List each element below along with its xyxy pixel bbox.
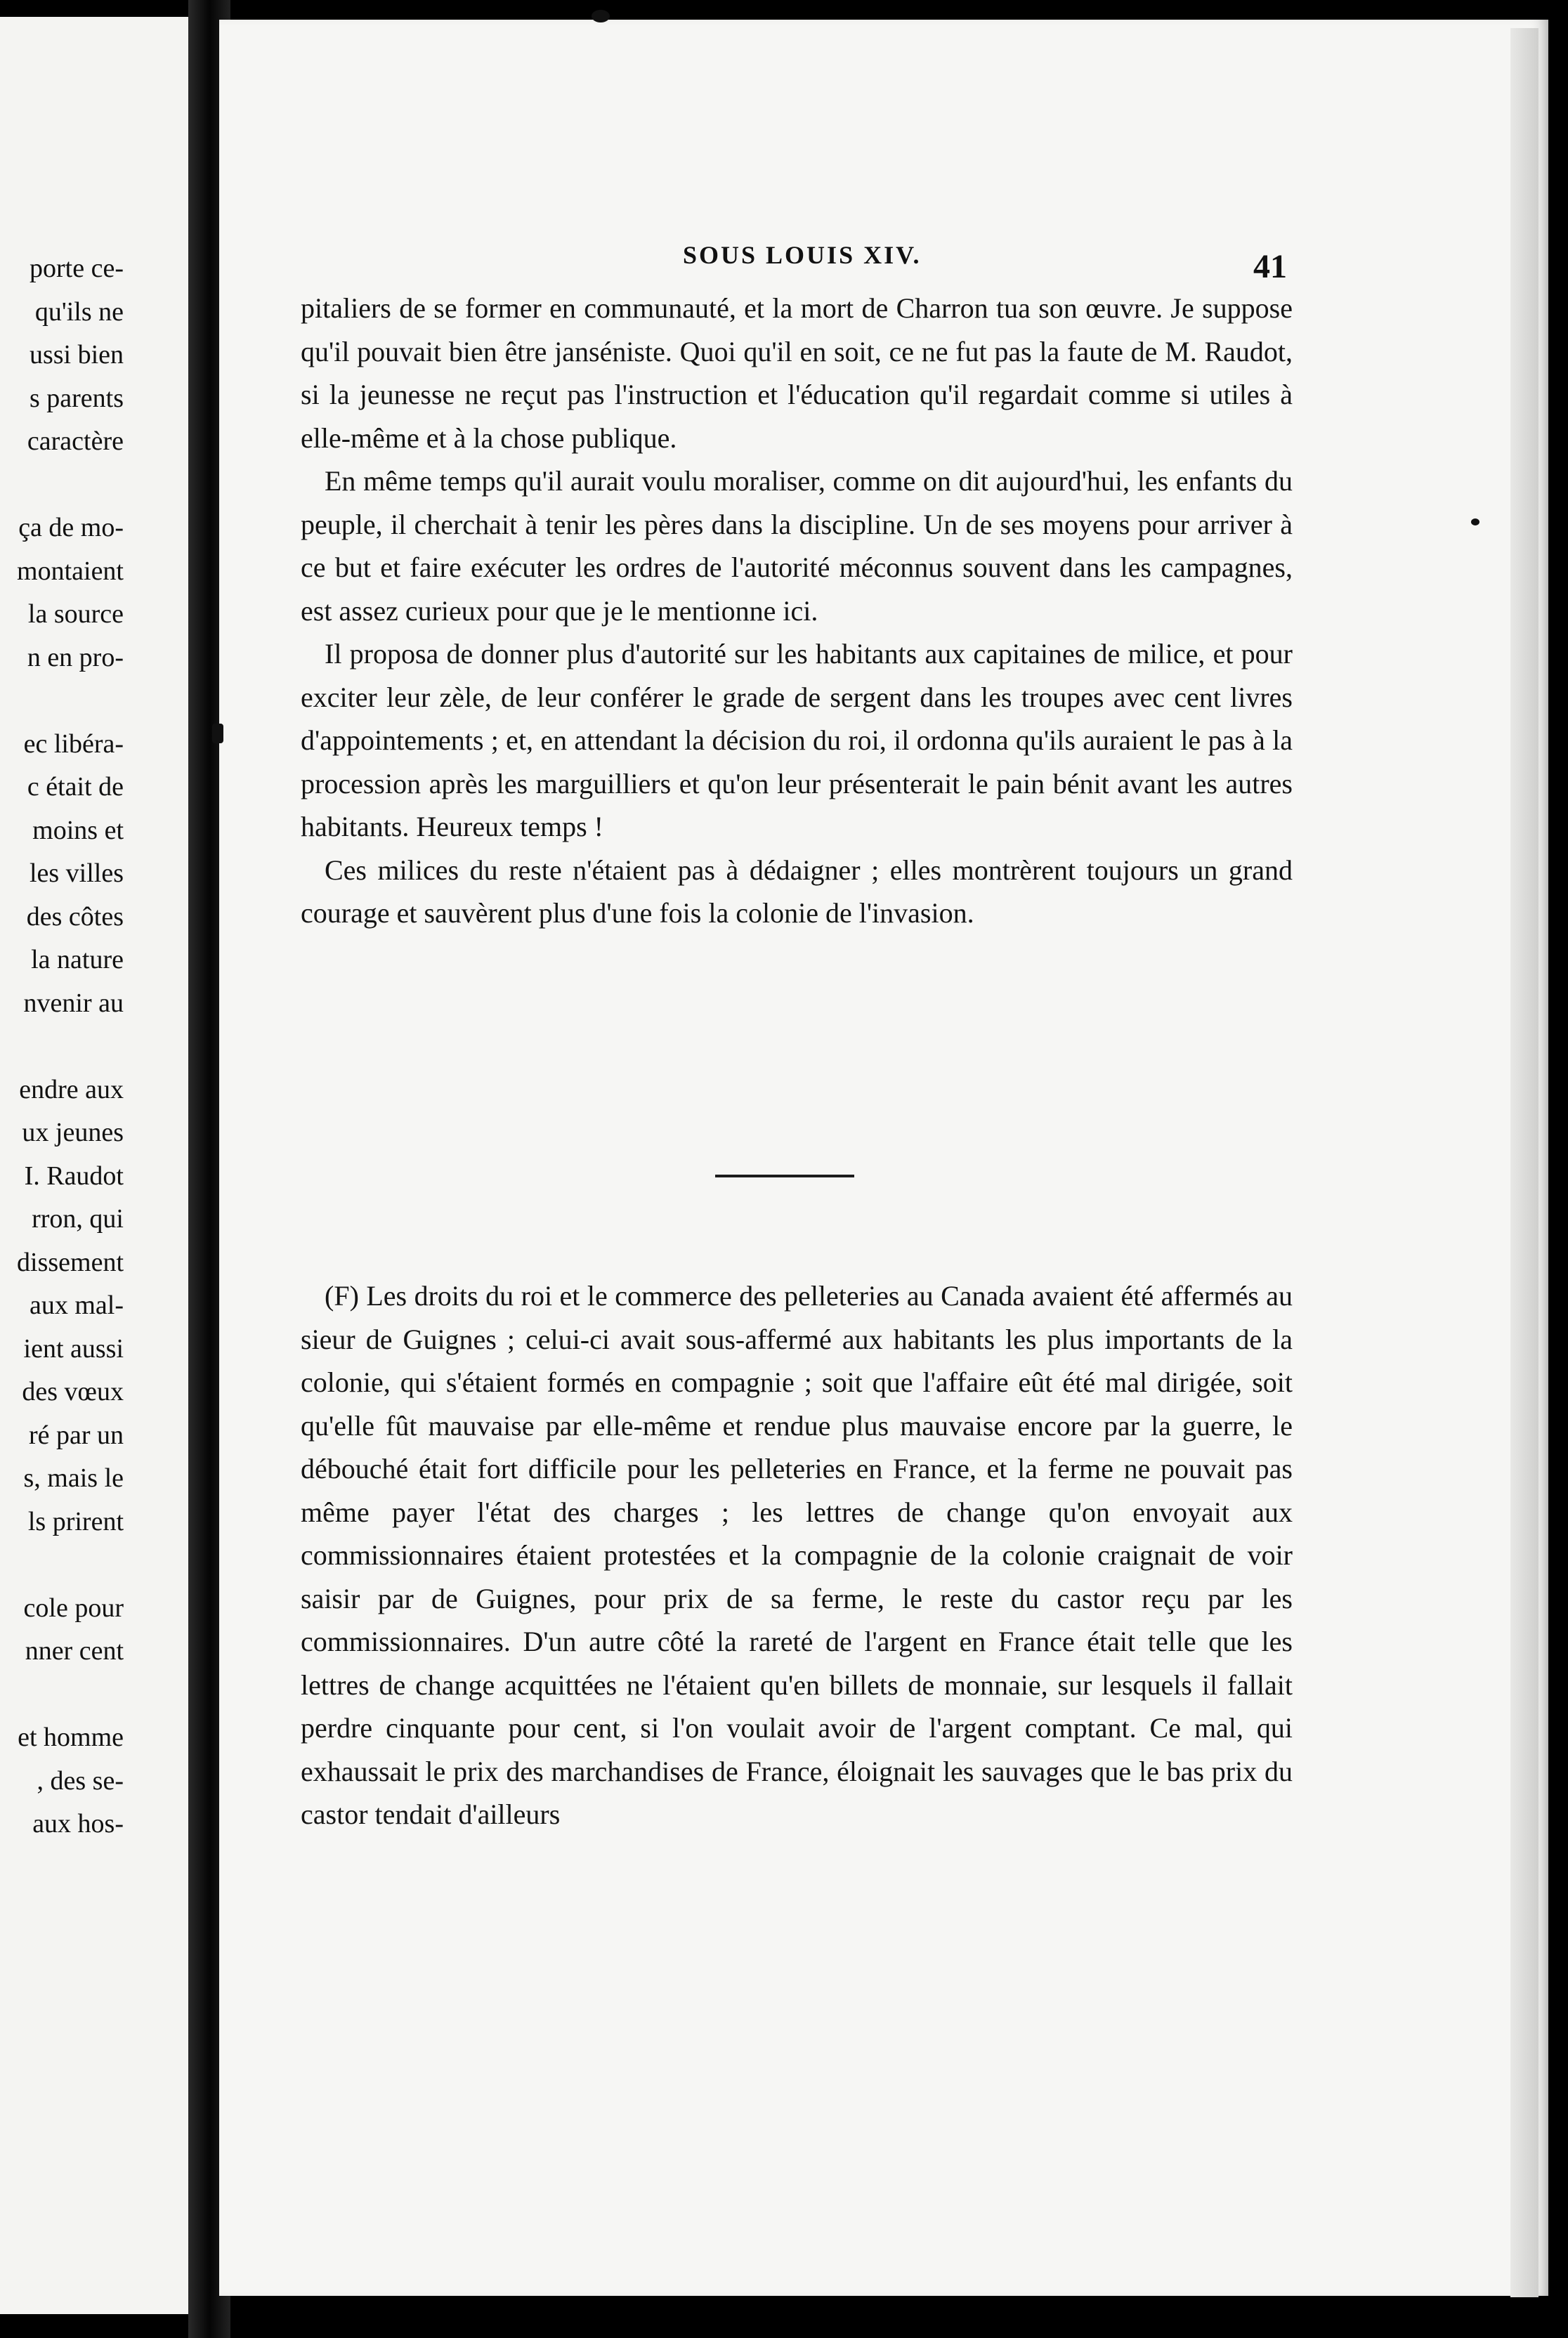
- left-page-line: et homme: [18, 1723, 124, 1752]
- left-page-line: nvenir au: [23, 988, 124, 1018]
- left-page-line: la nature: [31, 945, 124, 974]
- left-page-line: n en pro-: [27, 642, 124, 672]
- running-head: SOUS LOUIS XIV.: [683, 241, 922, 269]
- left-page-line: rron, qui: [32, 1204, 124, 1234]
- note-text-block: [301, 1274, 1293, 1836]
- left-page-line: endre aux: [19, 1074, 124, 1104]
- left-page-line: , des se-: [37, 1765, 124, 1796]
- section-divider-rule: [715, 1175, 854, 1177]
- page-number: 41: [1253, 248, 1287, 285]
- left-page-line: ient aussi: [23, 1333, 124, 1364]
- left-page-line: ls prirent: [27, 1506, 124, 1536]
- left-page-line: moins et: [32, 815, 124, 845]
- left-page-line: caractère: [27, 426, 124, 456]
- scan-speck: [212, 724, 223, 743]
- page-edge-shadow: [1510, 28, 1538, 2297]
- left-page-line: aux hos-: [32, 1809, 124, 1839]
- left-page-line: dissement: [17, 1247, 124, 1277]
- left-page-line: ça de mo-: [18, 513, 124, 542]
- left-page-line: ussi bien: [29, 340, 124, 370]
- left-page-line: ré par un: [28, 1420, 124, 1450]
- left-page-line: les villes: [29, 858, 124, 888]
- left-page-line: des vœux: [22, 1377, 124, 1406]
- scan-speck: [592, 10, 610, 22]
- left-page-line: qu'ils ne: [34, 296, 124, 327]
- paragraph: Ces milices du reste n'étaient pas à dédaigner ; elles montrèrent toujours un grand courage et sauvèrent plus d'une fois la colonie de l'invasion.: [301, 854, 1293, 929]
- paragraph: Il proposa de donner plus d'autorité sur les habitants aux capitaines de milice, et pour exciter leur zèle, de leur conférer le grade de sergent dans les troupes avec cent livres d'appointements ; et, en attendant la décision du roi, il ordonna qu'ils auraient le pas à la procession après les marguilliers et qu'on leur présenterait le pain bénit avant les autres habitants. Heureux temps !: [301, 638, 1293, 842]
- left-page-line: porte ce-: [30, 254, 124, 283]
- left-page-line: s parents: [29, 383, 124, 413]
- left-page-line: aux mal-: [29, 1291, 124, 1320]
- note-paragraph: (F) Les droits du roi et le commerce des pelleteries au Canada avaient été affermés au sieur de Guignes ; celui-ci avait sous-affermé aux habitants les plus importants de la colonie, qui s'étaient formés en compagnie ; soit que l'affaire eût été mal dirigée, soit qu'elle fût mauvaise par elle-même et rendue plus mauvaise encore par la guerre, le débouché était fort difficile pour les pelleteries en France, et la ferme ne pouvait pas même payer l'état des charges ; les lettres de change qu'on envoyait aux commissionnaires étaient protestées et la compagnie de la colonie craignait de voir saisir par de Guignes, pour prix de sa ferme, le reste du castor reçu par les commissionnaires. D'un autre côté la rareté de l'argent en France était telle que les lettres de change acquittées ne l'étaient qu'en billets de monnaie, sur lesquels il fallait perdre cinquante pour cent, si l'on voulait avoir de l'argent comptant. Ce mal, qui exhaussait le prix des marchandises de France, éloignait les sauvages que le bas prix du castor tendait d'ailleurs: [301, 1280, 1293, 1830]
- left-page-line: nner cent: [25, 1636, 124, 1666]
- left-page-line: la source: [27, 599, 124, 629]
- scan-speck: [1471, 518, 1479, 525]
- left-page-line: I. Raudot: [24, 1161, 124, 1191]
- left-page-line: c était de: [27, 772, 124, 802]
- paragraph: En même temps qu'il aurait voulu moraliser, comme on dit aujourd'hui, les enfants du peuple, il cherchait à tenir les pères dans la discipline. Un de ses moyens pour arriver à ce but et faire exécuter les ordres de l'autorité méconnus souvent dans les campagnes, est assez curieux pour que je le mentionne ici.: [301, 465, 1293, 627]
- left-page-line: ec libéra-: [23, 729, 124, 759]
- paragraph-continuation: pitaliers de se former en communauté, et la mort de Charron tua son œuvre. Je suppose qu'il pouvait bien être janséniste. Quoi qu'il en soit, ce ne fut pas la faute de M. Raudot, si la jeunesse ne reçut pas l'instruction et l'éducation qu'il regardait comme si utiles à elle-même et à la chose publique.: [301, 292, 1293, 454]
- main-text-block: [301, 287, 1293, 935]
- left-page-line: ux jeunes: [22, 1118, 124, 1147]
- left-facing-page: [0, 17, 211, 2314]
- left-page-line: des côtes: [26, 901, 124, 932]
- left-page-line: cole pour: [23, 1593, 124, 1623]
- left-page-line: montaient: [17, 556, 124, 586]
- left-page-line: s, mais le: [23, 1463, 124, 1493]
